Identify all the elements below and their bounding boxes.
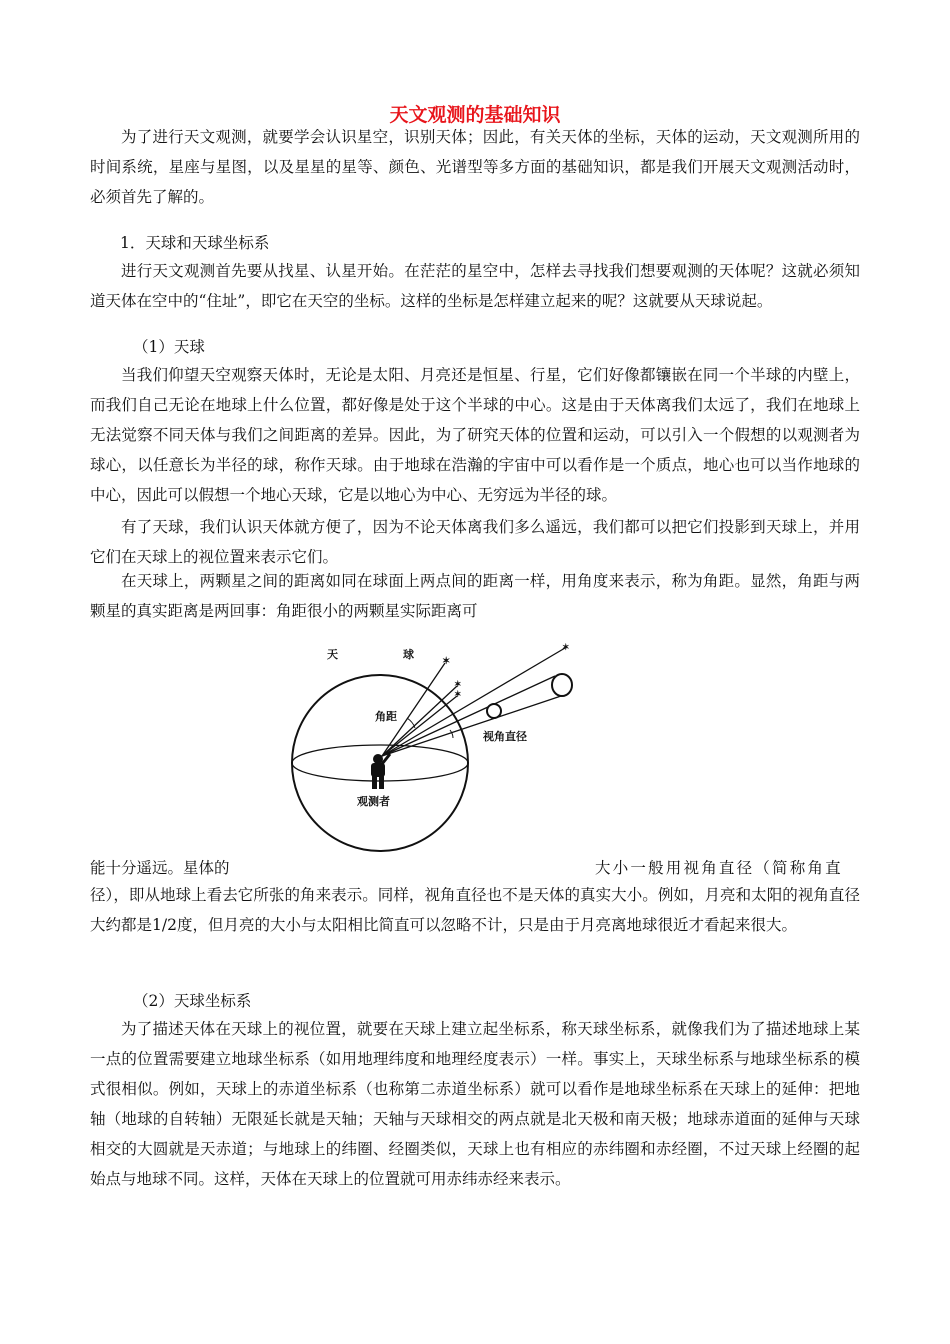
sphere-paragraph-2: 有了天球，我们认识天体就方便了，因为不论天体离我们多么遥远，我们都可以把它们投影到天球上，并用它们在天球上的视位置来表示它们。 xyxy=(90,518,860,566)
section-heading-celestial-sphere: 1．天球和天球坐标系 xyxy=(120,234,270,252)
svg-text:✶: ✶ xyxy=(454,680,462,690)
intro-paragraph: 为了进行天文观测，就要学会认识星空，识别天体；因此，有关天体的坐标，天体的运动，天文观测所用的时间系统，星座与星图，以及星星的星等、颜色、光谱型等多方面的基础知识，都是我们开展天文观测活动时，必须首先了解的。 xyxy=(90,128,860,206)
angle-label: 角距 xyxy=(375,710,397,723)
sphere-paragraph-3: 在天球上，两颗星之间的距离如同在球面上两点间的距离一样，用角度来表示，称为角距。显然，角距与两颗星的真实距离是两回事：角距很小的两颗星实际距离可 xyxy=(90,572,860,620)
coordinate-paragraph: 为了描述天体在天球上的视位置，就要在天球上建立起坐标系，称天球坐标系，就像我们为了描述地球上某一点的位置需要建立地球坐标系（如用地理纬度和地理经度表示）一样。事实上，天球坐标系与地球坐标系的模式很相似。例如，天球上的赤道坐标系（也称第二赤道坐标系）就可以看作是地球坐标系在天球上的延伸：把地轴（地球的自转轴）无限延长就是天轴；天轴与天球相交的两点就是北天极和南天极；地球赤道面的延伸与天球相交的大圆就是天赤道；与地球上的纬圈、经圈类似，天球上也有相应的赤纬圈和赤经圈，不过天球上经圈的起始点与地球不同。这样，天体在天球上的位置就可用赤纬赤经来表示。 xyxy=(90,1020,860,1188)
svg-text:✶: ✶ xyxy=(454,690,462,700)
sphere-label-1: 天 xyxy=(327,648,338,661)
sphere-paragraph-4-right: 大小一般用视角直径（简称角直 xyxy=(595,859,843,877)
sphere-paragraph-1: 当我们仰望天空观察天体时，无论是太阳、月亮还是恒星、行星，它们好像都镶嵌在同一个半球的内壁上，而我们自己无论在地球上什么位置，都好像是处于这个半球的中心。这是由于天体离我们太远了，我们在地球上无法觉察不同天体与我们之间距离的差异。因此，为了研究天体的位置和运动，可以引入一个假想的以观测者为球心，以任意长为半径的球，称作天球。由于地球在浩瀚的宇宙中可以看作是一个质点，地心也可以当作地球的中心，因此可以假想一个地心天球，它是以地心为中心、无穷远为半径的球。 xyxy=(90,366,860,504)
svg-text:✶: ✶ xyxy=(442,656,451,667)
observer-label: 观测者 xyxy=(357,795,390,808)
page-title: 天文观测的基础知识 xyxy=(389,104,561,126)
subheading-celestial-sphere: （1）天球 xyxy=(133,338,205,356)
celestial-sphere-diagram xyxy=(285,638,585,858)
subheading-coordinate-system: （2）天球坐标系 xyxy=(133,992,252,1010)
sphere-paragraph-4-rest: 径），即从地球上看去它所张的角来表示。同样，视角直径也不是天体的真实大小。例如，月亮和太阳的视角直径大约都是1/2度，但月亮的大小与太阳相比简直可以忽略不计，只是由于月亮离地球很近才看起来很大。 xyxy=(90,886,860,934)
sphere-paragraph-4-left: 能十分遥远。星体的 xyxy=(90,859,230,877)
section1-paragraph: 进行天文观测首先要从找星、认星开始。在茫茫的星空中，怎样去寻找我们想要观测的天体呢？这就必须知道天体在空中的“住址”，即它在天空的坐标。这样的坐标是怎样建立起来的呢？这就要从天球说起。 xyxy=(90,262,860,310)
diameter-label: 视角直径 xyxy=(483,730,527,743)
svg-text:✶: ✶ xyxy=(562,643,570,653)
sphere-label-2: 球 xyxy=(403,648,414,661)
